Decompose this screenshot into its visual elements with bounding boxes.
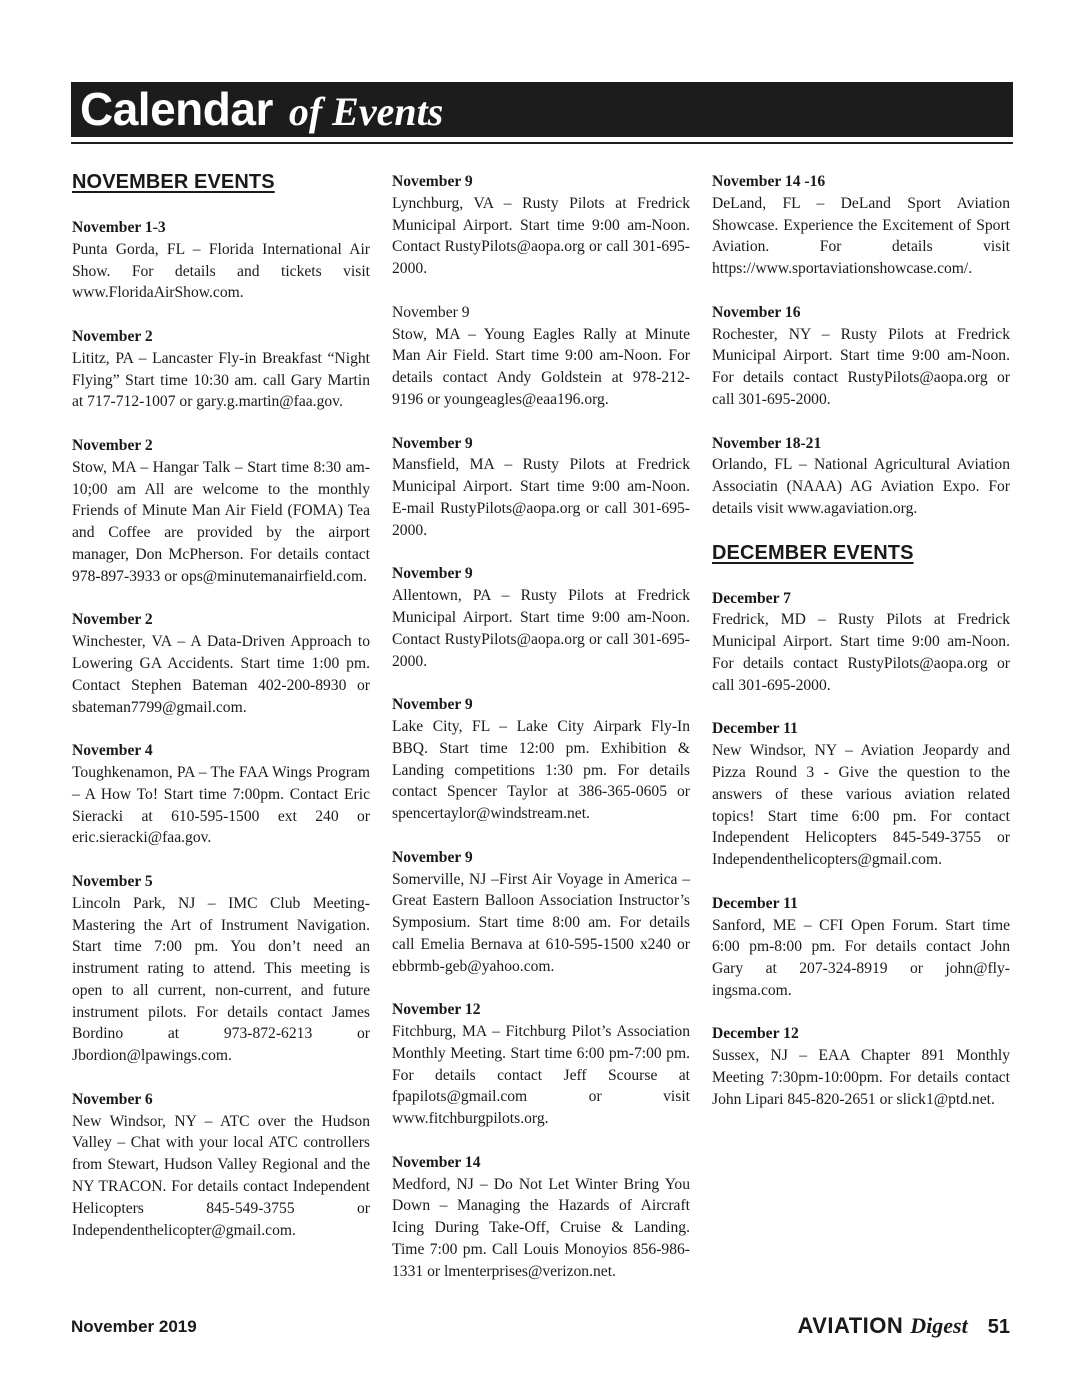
event-date: November 9 xyxy=(392,848,473,866)
event-entry xyxy=(712,171,1010,280)
page-title: Calendar xyxy=(80,83,273,135)
event-entry xyxy=(72,1089,370,1242)
title-divider xyxy=(71,142,1013,144)
event-entry xyxy=(72,740,370,849)
event-date: December 11 xyxy=(712,720,798,738)
event-description: Lincoln Park, NJ – IMC Club Meeting-Mastering the Art of Instrument Navigation. Start time 7:00 pm. You don’t need an instrument rating to attend. This meeting is open to all current, non-current, and future instrument pilots. For details contact James Bordino at 973-872-6213 or Jbordion@lpawings.com. xyxy=(72,894,370,1065)
event-description: Fitchburg, MA – Fitchburg Pilot’s Association Monthly Meeting. Start time 6:00 pm-7:00 pm. For details contact Jeff Scourse at fpapilots@gmail.com or visit www.fitchburgpilots.org. xyxy=(392,1023,690,1128)
events-column-2 xyxy=(392,171,690,1304)
event-description: Medford, NJ – Do Not Let Winter Bring You Down – Managing the Hazards of Aircraft Icing During Take-Off, Cruise & Landing. Time 7:00 pm. Call Louis Monoyios 856-986-1331 or lmenterprises@verizon.net. xyxy=(392,1175,690,1280)
events-column-1 xyxy=(72,171,370,1263)
event-entry xyxy=(392,563,690,672)
event-description: Fredrick, MD – Rusty Pilots at Fredrick Municipal Airport. Start time 9:00 am-Noon. For details contact RustyPilots@aopa.org or call 301-695-2000. xyxy=(712,611,1010,694)
event-entry xyxy=(392,1152,690,1283)
event-date: November 12 xyxy=(392,1001,481,1019)
event-date: November 18-21 xyxy=(712,434,822,452)
event-description: Toughkenamon, PA – The FAA Wings Program – A How To! Start time 7:00pm. Contact Eric Sieracki at 610-595-1500 ext 240 or eric.sieracki@faa.gov. xyxy=(72,763,370,847)
event-description: New Windsor, NY – Aviation Jeopardy and Pizza Round 3 - Give the question to the answers of these various aviation related topics! Start time 6:00 pm. For contact Independent Helicopters 845-549-3755 or Independenthelicopters@gmail.com. xyxy=(712,742,1010,869)
event-entry xyxy=(392,999,690,1130)
event-date: November 9 xyxy=(392,173,473,190)
event-description: Stow, MA – Hangar Talk – Start time 8:30 am-10;00 am All are welcome to the monthly Friends of Minute Man Air Field (FOMA) Tea and Coffee are provided by the airport manager, Don McPherson. For details contact 978-897-3933 or ops@minutemanairfield.com. xyxy=(72,458,370,585)
events-column-3 xyxy=(712,171,1010,1132)
event-date: November 1-3 xyxy=(72,219,166,236)
event-date: November 5 xyxy=(72,872,153,890)
event-entry xyxy=(392,171,690,280)
event-entry xyxy=(712,433,1010,520)
event-description: Winchester, VA – A Data-Driven Approach to Lowering GA Accidents. Start time 1:00 pm. Contact Stephen Bateman 402-200-8930 or sbateman7799@gmail.com. xyxy=(72,633,370,716)
event-description: Lititz, PA – Lancaster Fly-in Breakfast “Night Flying” Start time 10:30 am. call Gary Martin at 717-712-1007 or gary.g.martin@faa.gov. xyxy=(72,349,370,411)
page-subtitle: of Events xyxy=(288,89,444,134)
event-date: December 11 xyxy=(712,894,798,912)
event-description: Sussex, NJ – EAA Chapter 891 Monthly Meeting 7:30pm-10:00pm. For details contact John Lipari 845-820-2651 or slick1@ptd.net. xyxy=(712,1047,1010,1108)
event-date: November 6 xyxy=(72,1090,153,1108)
event-date: November 9 xyxy=(392,434,473,452)
issue-date: November 2019 xyxy=(71,1317,197,1336)
event-description: Mansfield, MA – Rusty Pilots at Fredrick Municipal Airport. Start time 9:00 am-Noon. E-mail RustyPilots@aopa.org or call 301-695-2000. xyxy=(392,456,690,539)
event-entry xyxy=(712,893,1010,1002)
event-date: November 16 xyxy=(712,303,801,321)
event-date: December 12 xyxy=(712,1025,799,1043)
event-description: Punta Gorda, FL – Florida International Air Show. For details and tickets visit www.FloridaAirShow.com. xyxy=(72,240,370,302)
event-date: November 9 xyxy=(392,303,470,321)
event-description: Rochester, NY – Rusty Pilots at Fredrick Municipal Airport. Start time 9:00 am-Noon. For details contact RustyPilots@aopa.org or call 301-695-2000. xyxy=(712,325,1010,408)
event-entry xyxy=(712,1023,1010,1110)
event-entry xyxy=(392,694,690,825)
event-entry xyxy=(72,217,370,304)
event-entry xyxy=(712,588,1010,697)
event-entry xyxy=(392,433,690,542)
event-entry xyxy=(392,847,690,978)
event-description: Lake City, FL – Lake City Airpark Fly-In BBQ. Start time 12:00 pm. Exhibition & Landing competitions 1:30 pm. For details contact Spencer Taylor at 386-365-0605 or spencertaylor@windstream.net. xyxy=(392,717,690,823)
page-title-bar xyxy=(71,82,1013,137)
event-entry xyxy=(712,718,1010,871)
page-number: 51 xyxy=(987,1316,1010,1338)
event-description: Allentown, PA – Rusty Pilots at Fredrick Municipal Airport. Start time 9:00 am-Noon. Contact RustyPilots@aopa.org or call 301-695-2000. xyxy=(392,587,690,670)
event-date: November 9 xyxy=(392,565,473,583)
event-date: November 9 xyxy=(392,696,473,714)
event-entry xyxy=(72,435,370,588)
event-entry xyxy=(72,326,370,413)
event-entry xyxy=(72,609,370,718)
event-description: Lynchburg, VA – Rusty Pilots at Fredrick Municipal Airport. Start time 9:00 am-Noon. Contact RustyPilots@aopa.org or call 301-695-2000. xyxy=(392,194,690,278)
event-date: November 2 xyxy=(72,611,153,629)
footer-masthead xyxy=(797,1313,1010,1339)
event-date: November 14 xyxy=(392,1153,481,1171)
section-heading: NOVEMBER EVENTS xyxy=(72,171,275,193)
event-description: New Windsor, NY – ATC over the Hudson Valley – Chat with your local ATC controllers from Stewart, Hudson Valley Regional and the NY TRACON. For details contact Independent Helicopters 845-549-3755 or Independenthelicopter@gmail.com. xyxy=(72,1112,370,1239)
event-entry xyxy=(72,871,370,1067)
event-date: November 14 -16 xyxy=(712,173,826,190)
event-entry xyxy=(712,302,1010,411)
event-description: Orlando, FL – National Agricultural Aviation Associatin (NAAA) AG Aviation Expo. For details visit www.agaviation.org. xyxy=(712,456,1010,517)
event-entry xyxy=(392,302,690,411)
event-description: DeLand, FL – DeLand Sport Aviation Showcase. Experience the Excitement of Sport Aviation. For details visit https://www.sportaviationshowcase.com/. xyxy=(712,194,1010,278)
section-heading: DECEMBER EVENTS xyxy=(712,541,914,564)
magazine-name-sub: Digest xyxy=(910,1313,968,1338)
event-date: November 2 xyxy=(72,436,153,454)
event-date: November 2 xyxy=(72,327,153,345)
event-description: Sanford, ME – CFI Open Forum. Start time 6:00 pm-8:00 pm. For details contact John Gary at 207-324-8919 or john@fly-ingsma.com. xyxy=(712,916,1010,999)
event-description: Somerville, NJ –First Air Voyage in America – Great Eastern Balloon Association Instructor’s Symposium. Start time 8:00 am. For details call Emelia Bernava at 610-595-1500 x240 or ebbrmb-geb@yahoo.com. xyxy=(392,870,690,975)
event-date: December 7 xyxy=(712,589,791,607)
magazine-name: AVIATION xyxy=(797,1313,904,1338)
event-date: November 4 xyxy=(72,742,153,760)
event-description: Stow, MA – Young Eagles Rally at Minute Man Air Field. Start time 9:00 am-Noon. For details contact Andy Goldstein at 978-212-9196 or youngeagles@eaa196.org. xyxy=(392,325,690,408)
